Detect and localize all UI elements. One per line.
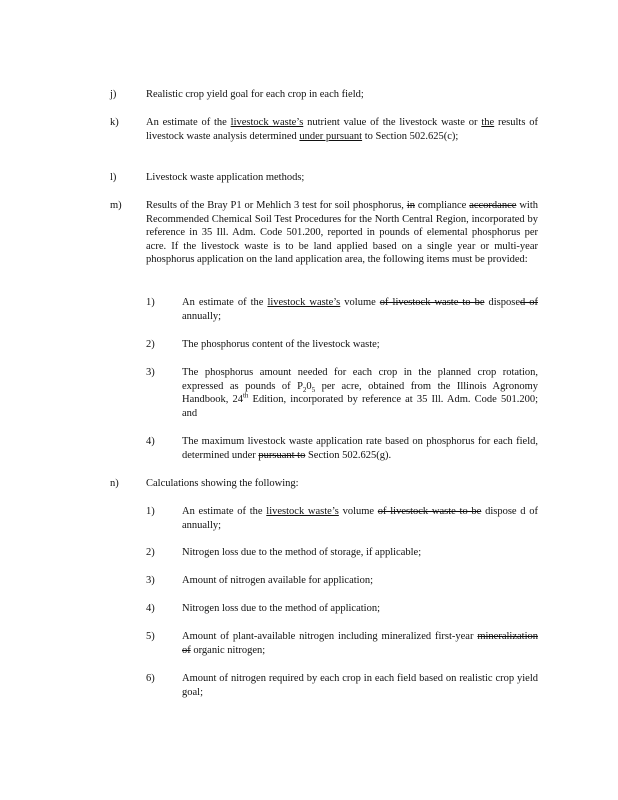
text-run: per acre, obtained from the Illinois Agronomy Handbook, 24 [182,380,538,406]
text-run: with Recommended Chemical Soil Test Procedures for the North Central Region, incorporated by reference in 35 Ill. Adm. Code 501.200, reported in pounds of elemental phosphorus per acre. If the livestock waste is to be land applied based on a single year or multi-year phosphorus application on the land application area, the following items must be provided: [146,200,538,266]
struck-text: in [406,200,415,211]
item-text [182,435,538,462]
item-label: n) [110,478,119,489]
item-text: Nitrogen loss due to the method of storage, if applicable; [182,547,422,558]
item-text [182,630,538,657]
item-label: k) [110,117,119,128]
text-run: results of livestock waste analysis determined [146,117,538,142]
item-label: 6) [146,673,155,684]
text-run: compliance [415,200,470,211]
text-run: An estimate of the [182,297,268,308]
underlined-text: livestock waste’s [230,117,304,128]
item-label: 5) [146,631,155,642]
text-run: to Section 502.625(c); [362,130,459,142]
item-label: 1) [146,297,155,308]
underlined-text: livestock waste’s [266,506,339,517]
text-run: volume [340,297,380,308]
item-label: l) [110,172,117,183]
text-run: Results of the Bray P1 or Mehlich 3 test for soil phosphorus, [146,200,407,211]
text-run: Edition, incorporated by reference at 35 Ill. Adm. Code 501.200; and [182,394,538,419]
text-run: annually; [182,310,222,322]
item-text [182,366,538,420]
underlined-text: the [481,117,495,128]
item-text: Amount of nitrogen required by each crop in each field based on realistic crop yield goal; [182,673,538,698]
struck-text: accordance [469,200,517,211]
item-label: j) [110,89,117,100]
struck-text: pursuant to [258,449,306,461]
text-run: The maximum livestock waste application rate based on phosphorus for each field, determined under [182,436,538,461]
text-run: Amount of plant-available nitrogen including mineralized first-year [182,631,478,642]
item-text [146,199,538,267]
text-run: The phosphorus amount needed for each crop in the planned crop rotation, expressed as pounds of P [182,367,538,392]
item-text: Amount of nitrogen available for application; [182,575,373,586]
underlined-text: under pursuant [299,130,363,142]
underlined-text: livestock waste’s [267,297,341,308]
text-run: An estimate of the [182,506,267,517]
subscript-text: 5 [311,385,316,394]
text-run: organic nitrogen; [190,644,266,656]
item-text: The phosphorus content of the livestock waste; [182,339,380,350]
item-label: m) [110,200,122,211]
text-run: volume [338,506,378,517]
text-run: Section 502.625(g). [305,449,392,461]
item-text: Calculations showing the following: [146,478,299,489]
struck-text: of livestock waste to be [377,506,482,517]
text-run: dispose d of annually; [182,506,539,531]
struck-text: d of [520,297,539,308]
subscript-text: 2 [302,385,307,394]
item-label: 3) [146,367,155,378]
item-label: 3) [146,575,155,586]
item-text: Nitrogen loss due to the method of application; [182,603,381,614]
item-label: 1) [146,506,155,517]
text-run: nutrient value of the livestock waste or [303,117,482,128]
item-label: 4) [146,436,155,447]
struck-text: of livestock waste to be [379,297,485,308]
struck-text: mineralization of [182,631,538,656]
superscript-text: th [242,391,249,400]
text-run: dispose [484,297,520,308]
item-text [146,116,538,143]
item-text: Realistic crop yield goal for each crop in each field; [146,89,364,100]
item-text: Livestock waste application methods; [146,172,305,183]
item-label: 2) [146,339,155,350]
item-label: 4) [146,603,155,614]
item-text [182,296,538,323]
text-run: An estimate of the [146,117,231,128]
text-run: 0 [306,380,312,392]
item-text [182,505,538,532]
item-label: 2) [146,547,155,558]
